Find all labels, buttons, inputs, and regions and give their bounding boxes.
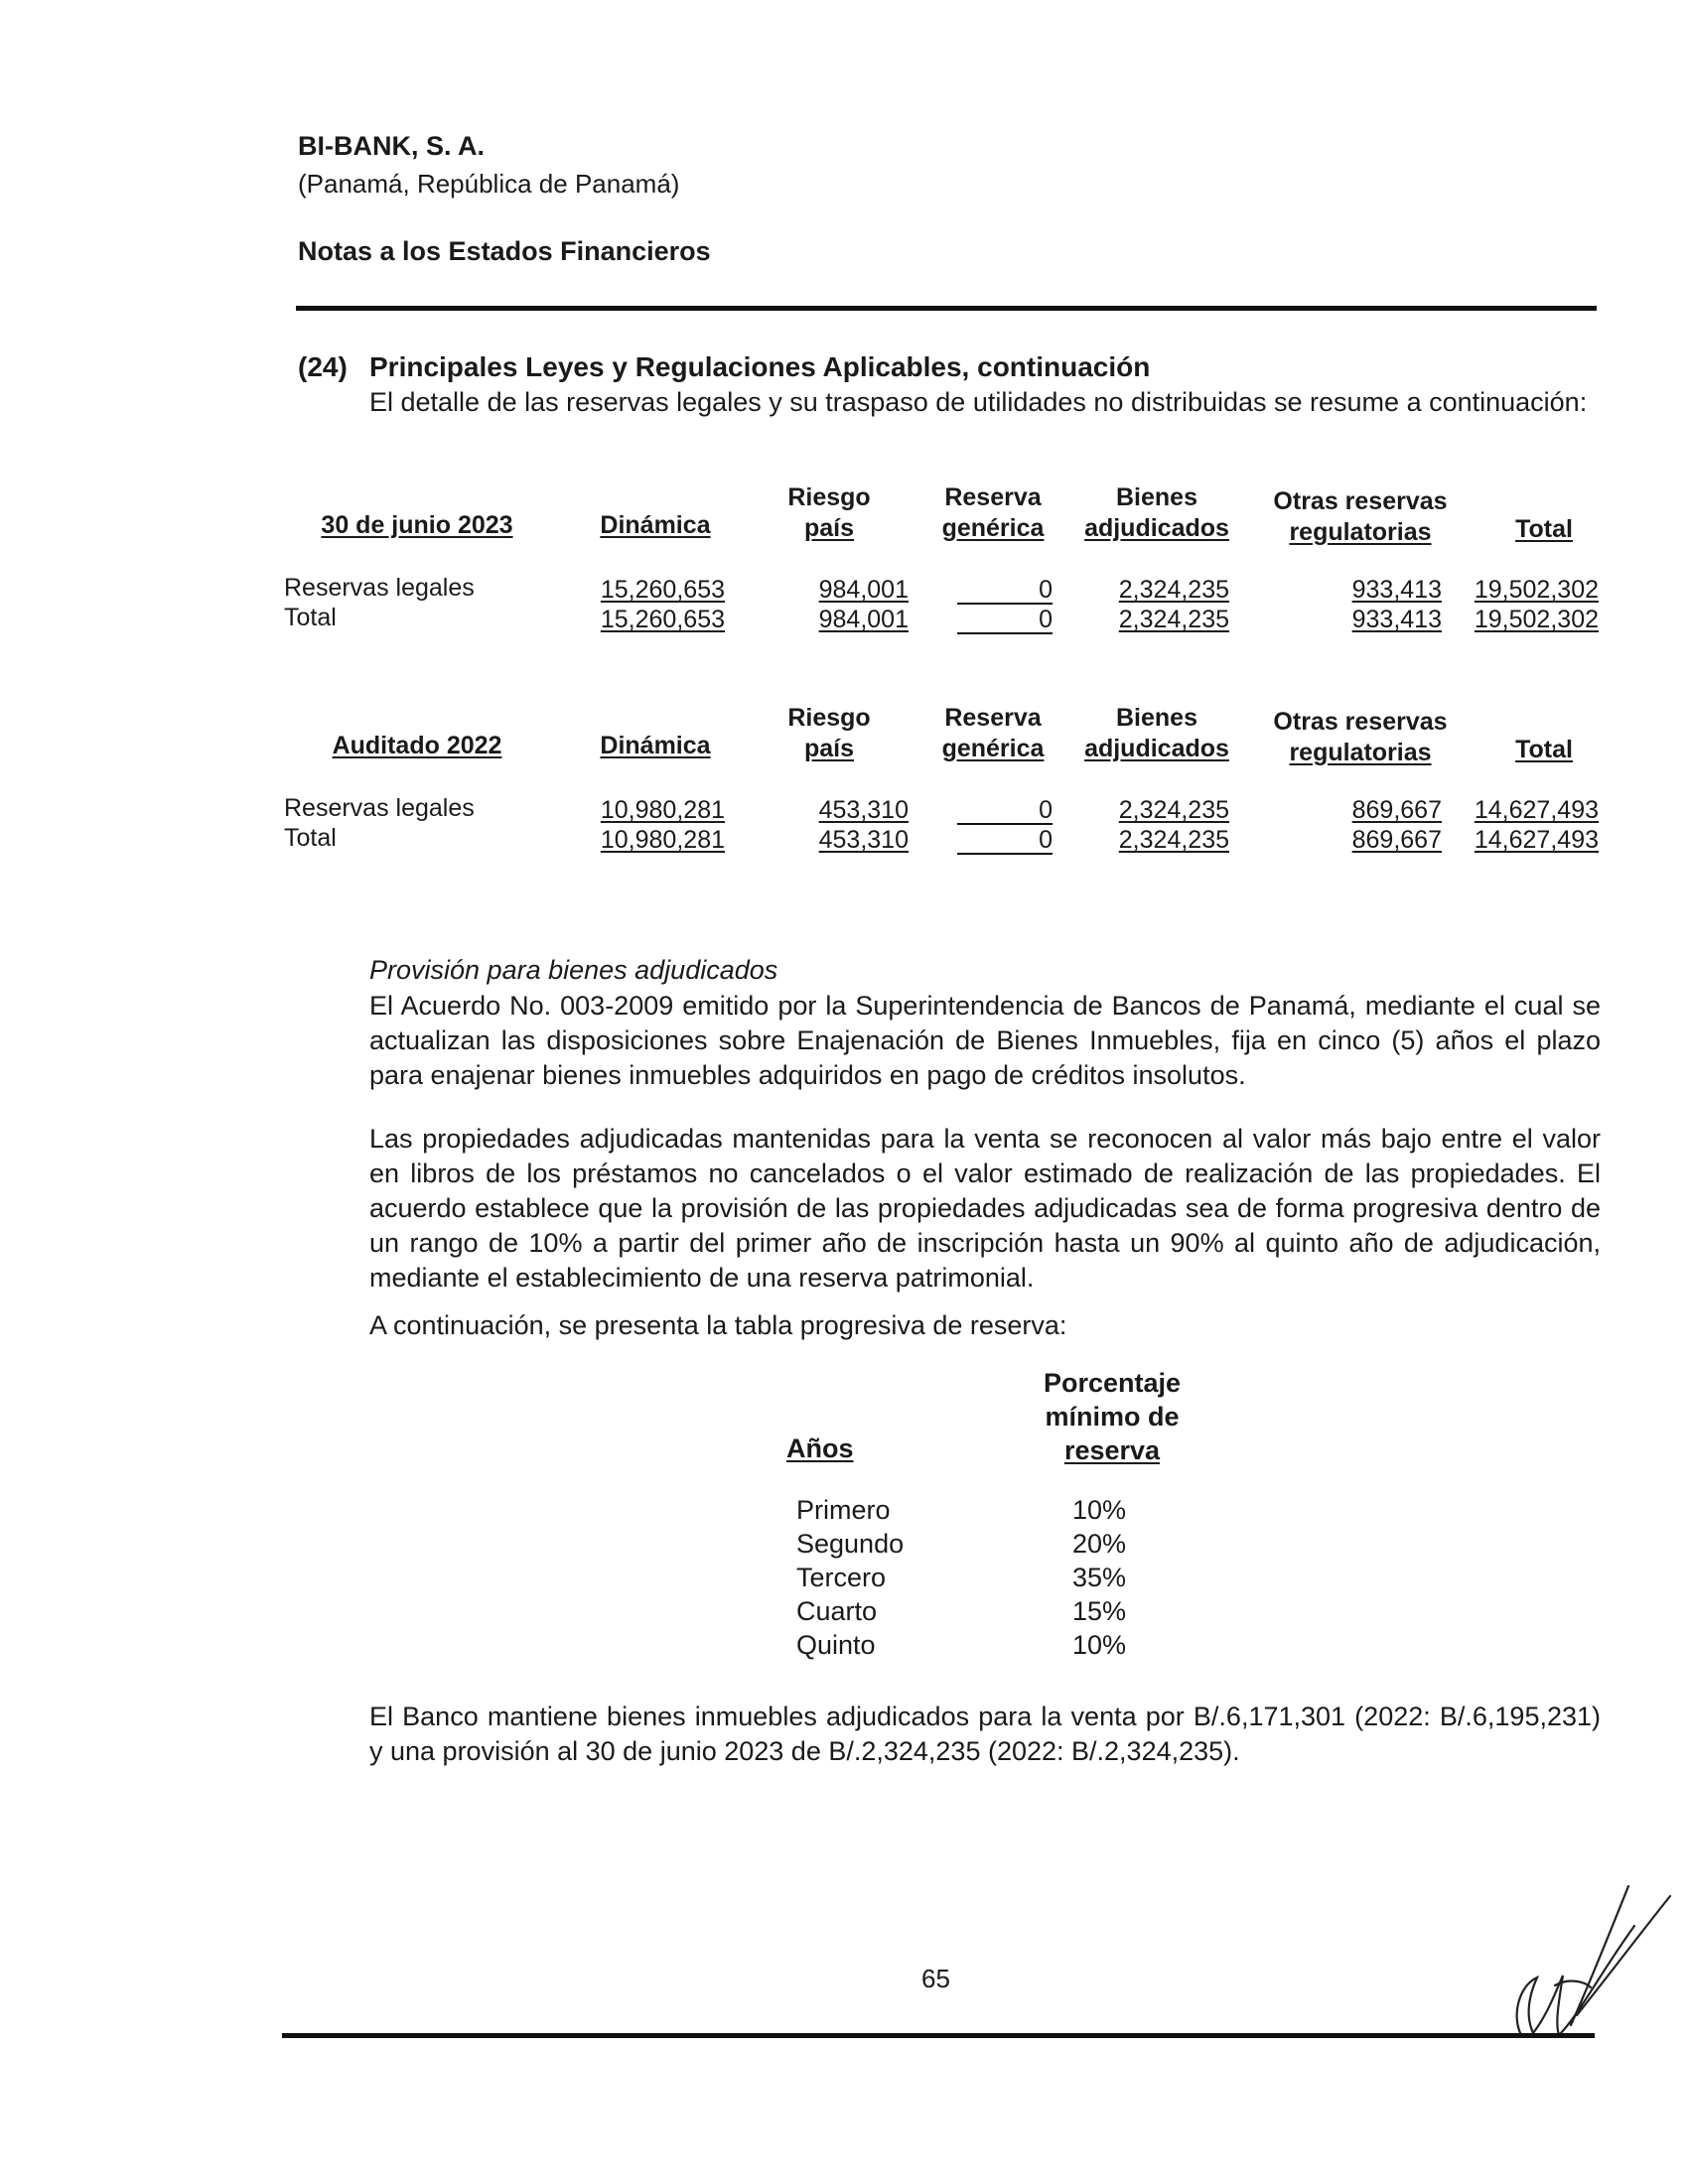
cell-bienes: 2,324,235: [1118, 796, 1229, 824]
cell-reserva: 0: [933, 826, 1053, 855]
year-label: Segundo: [796, 1529, 905, 1559]
row-label: Total: [284, 824, 337, 852]
year-label: Quinto: [796, 1630, 876, 1660]
cell-bienes: 2,324,235: [1118, 826, 1229, 854]
row-label: Reservas legales: [284, 794, 475, 822]
cell-total: 14,627,493: [1474, 796, 1599, 824]
cell-reserva: 0: [933, 796, 1053, 825]
col-header-otras: Otras reservas regulatorias: [1273, 708, 1448, 766]
cell-reserva: 0: [933, 576, 1053, 605]
provision-paragraph-1: El Acuerdo No. 003-2009 emitido por la Superintendencia de Bancos de Panamá, mediante el cual se actualizan las disposiciones sobre Enajenación de Bienes Inmuebles, fija en cinco (5) años el plazo para enajenar bienes inmuebles adquiridos en pago de créditos insolutos.: [369, 991, 1601, 1090]
note-title: Principales Leyes y Regulaciones Aplicables, continuación: [369, 351, 1151, 382]
col-header-percentage: Porcentaje mínimo de reserva: [1043, 1368, 1182, 1465]
provision-paragraph-3: A continuación, se presenta la tabla progresiva de reserva:: [369, 1310, 1067, 1340]
cell-riesgo: 453,310: [818, 826, 909, 854]
provision-subtitle: Provisión para bienes adjudicados: [369, 955, 778, 985]
col-header-total: Total: [1515, 736, 1573, 763]
closing-paragraph: El Banco mantiene bienes inmuebles adjudicados para la venta por B/.6,171,301 (2022: B/.6,195,231) y una provisión al 30 de junio 2023 de B/.2,324,235 (2022: B/.2,324,235).: [369, 1702, 1601, 1766]
year-label: Tercero: [796, 1563, 887, 1592]
cell-otras: 869,667: [1351, 796, 1442, 824]
note-intro: El detalle de las reservas legales y su traspaso de utilidades no distribuidas se resume a continuación:: [369, 387, 1588, 417]
document-title: Notas a los Estados Financieros: [298, 236, 711, 266]
col-header-total: Total: [1515, 515, 1573, 543]
col-header-reserva: Reserva genérica: [941, 483, 1045, 542]
cell-dinamica: 10,980,281: [600, 826, 725, 854]
year-label: Cuarto: [796, 1596, 878, 1626]
company-location: (Panamá, República de Panamá): [298, 169, 680, 199]
table-period-header: 30 de junio 2023: [321, 511, 513, 539]
cell-total: 19,502,302: [1474, 606, 1599, 633]
note-number: (24): [298, 351, 348, 382]
col-header-otras: Otras reservas regulatorias: [1273, 487, 1448, 546]
col-header-bienes: Bienes adjudicados: [1084, 704, 1229, 762]
col-header-reserva: Reserva genérica: [941, 704, 1045, 762]
cell-riesgo: 984,001: [818, 576, 909, 604]
cell-total: 19,502,302: [1474, 576, 1599, 604]
year-label: Primero: [796, 1495, 891, 1525]
row-label: Total: [284, 604, 337, 631]
company-name: BI-BANK, S. A.: [298, 131, 485, 161]
row-label: Reservas legales: [284, 574, 475, 602]
provision-paragraph-2: Las propiedades adjudicadas mantenidas para la venta se reconocen al valor más bajo entre el valor en libros de los préstamos no cancelados o el valor estimado de realización de las propiedades. El acuerdo establece que la provisión de las propiedades adjudicadas sea de forma progresiva dentro de un rango de 10% a partir del primer año de inscripción hasta un 90% al quinto año de adjudicación, mediante el establecimiento de una reserva patrimonial.: [369, 1124, 1601, 1293]
col-header-dinamica: Dinámica: [600, 732, 711, 759]
cell-otras: 933,413: [1351, 606, 1442, 633]
col-header-bienes: Bienes adjudicados: [1084, 483, 1229, 542]
cell-dinamica: 15,260,653: [600, 576, 725, 604]
cell-otras: 933,413: [1351, 576, 1442, 604]
col-header-riesgo: Riesgo país: [787, 704, 871, 762]
cell-riesgo: 984,001: [818, 606, 909, 633]
percentage-value: 35%: [1072, 1563, 1127, 1592]
percentage-value: 10%: [1072, 1630, 1127, 1660]
cell-total: 14,627,493: [1474, 826, 1599, 854]
col-header-years: Años: [786, 1433, 854, 1463]
cell-dinamica: 15,260,653: [600, 606, 725, 633]
signature: [1460, 1866, 1678, 2050]
header-divider: [296, 306, 1597, 311]
cell-reserva: 0: [933, 606, 1053, 634]
table-period-header: Auditado 2022: [332, 732, 502, 759]
col-header-dinamica: Dinámica: [600, 511, 711, 539]
col-header-riesgo: Riesgo país: [787, 483, 871, 542]
cell-riesgo: 453,310: [818, 796, 909, 824]
percentage-value: 15%: [1072, 1596, 1127, 1626]
page-number: 65: [921, 1964, 950, 1993]
footer-divider: [282, 2033, 1595, 2038]
cell-otras: 869,667: [1351, 826, 1442, 854]
cell-bienes: 2,324,235: [1118, 576, 1229, 604]
cell-bienes: 2,324,235: [1118, 606, 1229, 633]
percentage-value: 20%: [1072, 1529, 1127, 1559]
percentage-value: 10%: [1072, 1495, 1127, 1525]
cell-dinamica: 10,980,281: [600, 796, 725, 824]
